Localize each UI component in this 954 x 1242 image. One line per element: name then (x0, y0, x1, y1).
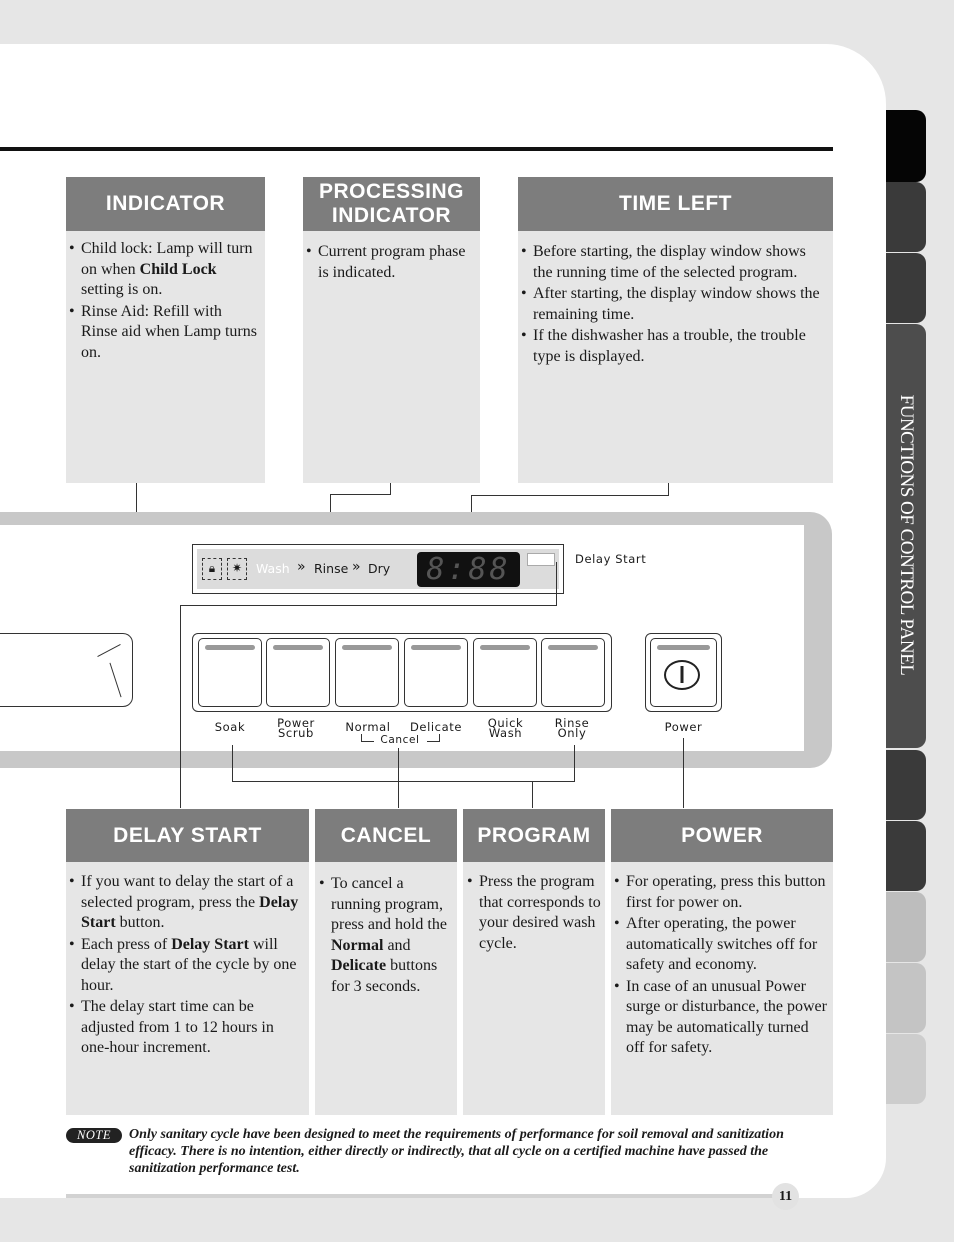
rinse-only-label: Rinse Only (554, 716, 590, 740)
bullet-text: Each press of (81, 935, 172, 953)
delicate-button[interactable] (404, 638, 468, 707)
bullet-text: buttons for 3 seconds. (331, 957, 438, 995)
leader-line (232, 745, 233, 782)
bold-term: Normal (331, 936, 384, 954)
bullet-text: Press the program that corresponds to your desired wash cycle. (479, 873, 601, 952)
time-left-box (518, 177, 833, 483)
indicator-box (66, 177, 265, 483)
quick-wash-label: Quick Wash (487, 716, 524, 740)
processing-heading-line2: INDICATOR (331, 204, 452, 227)
button-bar (205, 645, 255, 650)
delay-start-lamp (527, 553, 555, 566)
program-heading: PROGRAM (463, 809, 605, 862)
side-tab[interactable] (886, 963, 926, 1033)
leader-line (471, 495, 669, 496)
side-tab[interactable] (886, 821, 926, 891)
cancel-bracket (361, 741, 374, 742)
normal-button[interactable] (335, 638, 399, 707)
leader-line (180, 605, 557, 606)
button-bar (480, 645, 530, 650)
page-number: 11 (772, 1183, 799, 1210)
side-tab[interactable] (886, 892, 926, 962)
bullet-text: After starting, the display window shows the remaining time. (533, 285, 820, 323)
bullet-item (467, 872, 602, 954)
time-left-list (518, 231, 833, 367)
power-box (611, 809, 833, 1115)
bullet-item (521, 242, 828, 283)
side-tab[interactable] (886, 182, 926, 252)
bold-term: Delay Start (81, 893, 299, 931)
power-scrub-button[interactable] (266, 638, 330, 707)
indicator-list (66, 231, 265, 363)
bullet-text: button. (115, 914, 165, 931)
bullet-text: After operating, the power automatically switches off for safety and economy. (626, 915, 818, 973)
time-display: 8:88 (417, 552, 520, 587)
bullet-text: To cancel a running program, press and hold the (331, 875, 447, 933)
quick-wash-button[interactable] (473, 638, 537, 707)
cancel-heading: CANCEL (315, 809, 457, 862)
rinse-only-button[interactable] (541, 638, 605, 707)
button-bar (657, 645, 710, 650)
bullet-item (69, 997, 304, 1059)
delicate-label: Delicate (409, 720, 463, 734)
bullet-item (306, 242, 475, 283)
bullet-text: Current program phase is indicated. (318, 243, 466, 281)
power-heading: POWER (611, 809, 833, 862)
bullet-item (69, 872, 304, 934)
button-bar (548, 645, 598, 650)
bullet-item (614, 977, 827, 1059)
leader-line (532, 781, 533, 808)
button-bar (342, 645, 392, 650)
bold-term: Child Lock (139, 260, 217, 278)
bullet-text: For operating, press this button first for power on. (626, 873, 826, 911)
cancel-label: Cancel (380, 734, 420, 746)
footer-rule (66, 1194, 774, 1198)
bullet-item (614, 914, 827, 976)
bold-term: Delicate (331, 957, 387, 974)
child-lock-icon: 🔒︎ (202, 558, 222, 580)
time-left-heading: TIME LEFT (518, 177, 833, 231)
bullet-item (521, 284, 828, 325)
leader-line (683, 738, 684, 808)
cancel-list (315, 862, 457, 997)
phase-dry: Dry (368, 561, 391, 576)
bullet-text: and (383, 936, 411, 954)
delay-start-heading: DELAY START (66, 809, 309, 862)
bullet-text: Before starting, the display window shows the running time of the selected program. (533, 243, 806, 281)
soak-button[interactable] (198, 638, 262, 707)
power-scrub-label: Power Scrub (277, 716, 315, 740)
delay-start-box (66, 809, 309, 1115)
phase-rinse: Rinse (314, 561, 349, 576)
program-box (463, 809, 605, 1115)
leader-line (556, 562, 557, 606)
normal-label: Normal (345, 720, 391, 734)
processing-list (303, 231, 480, 283)
leader-line (574, 745, 575, 782)
leader-line (330, 494, 391, 495)
processing-box (303, 177, 480, 483)
side-tab[interactable] (886, 110, 926, 182)
leader-line (398, 748, 399, 808)
header-rule (0, 147, 833, 151)
bullet-text: Child lock: Lamp will turn on when (81, 240, 253, 278)
bullet-text: Rinse Aid: Refill with Rinse aid when Lamp turns on. (81, 302, 257, 361)
bullet-item (614, 872, 827, 913)
phase-arrow-icon: » (352, 559, 361, 575)
delay-start-label: Delay Start (575, 552, 647, 566)
bullet-text: If the dishwasher has a trouble, the trouble type is displayed. (533, 327, 806, 365)
processing-heading (303, 177, 480, 231)
button-bar (273, 645, 323, 650)
bold-term: Delay Start (171, 935, 249, 953)
bullet-text: will delay the start of the cycle by one hour. (81, 935, 297, 994)
bullet-text: setting is on. (81, 281, 163, 298)
phase-wash: Wash (256, 561, 290, 576)
button-bar (411, 645, 461, 650)
bullet-item (69, 302, 260, 364)
power-label: Power (664, 720, 703, 734)
bullet-item (69, 935, 304, 997)
cancel-bracket (427, 741, 440, 742)
phase-arrow-icon: » (297, 559, 306, 575)
indicator-heading: INDICATOR (66, 177, 265, 231)
bullet-item (319, 874, 454, 997)
note-badge: NOTE (66, 1128, 122, 1143)
rinse-aid-icon: ✷ (227, 558, 247, 580)
bullet-item (69, 239, 260, 301)
bullet-text: The delay start time can be adjusted from 1 to 12 hours in one-hour increment. (81, 998, 274, 1056)
processing-heading-line1: PROCESSING (318, 180, 465, 203)
bullet-item (521, 326, 828, 367)
bullet-text: In case of an unusual Power surge or disturbance, the power may be automatically turned off for safety. (626, 977, 827, 1056)
delay-start-list (66, 862, 309, 1059)
side-tab-label: FUNCTIONS OF CONTROL PANEL (896, 394, 917, 676)
side-tab[interactable] (886, 750, 926, 820)
program-list (463, 862, 605, 954)
leader-line (180, 605, 181, 808)
bullet-text: If you want to delay the start of a selected program, press the (81, 873, 294, 911)
power-list (611, 862, 833, 1059)
side-tab[interactable] (886, 1034, 926, 1104)
leader-line (232, 781, 575, 782)
note-text: Only sanitary cycle have been designed to meet the requirements of performance for soil removal and sanitization efficacy. There is no intention, either directly or indirectly, that all cycle on a certified machine have passed the sanitization performance test. (129, 1127, 784, 1176)
side-tab[interactable] (886, 253, 926, 323)
cancel-box (315, 809, 457, 1115)
power-icon (664, 660, 700, 690)
soak-label: Soak (214, 720, 246, 734)
